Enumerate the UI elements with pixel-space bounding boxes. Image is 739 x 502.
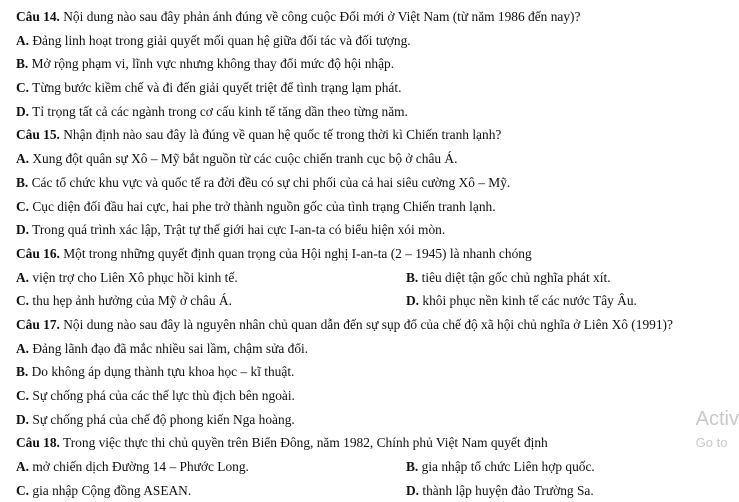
option-text: tiêu diệt tận gốc chủ nghĩa phát xít. xyxy=(418,269,611,285)
option-letter: D. xyxy=(406,482,420,498)
question-16-options-row-2 xyxy=(16,289,739,313)
option-letter: C. xyxy=(16,198,30,214)
question-17-option-a xyxy=(16,337,739,361)
option-text: Mở rộng phạm vi, lĩnh vực nhưng không thay đổi mức độ hội nhập. xyxy=(28,56,395,72)
question-18-option-d xyxy=(406,479,594,502)
question-number: Câu 16. xyxy=(16,245,60,261)
question-14-option-a xyxy=(16,29,739,53)
question-text: Trong việc thực thi chủ quyền trên Biển Đông, năm 1982, Chính phủ Việt Nam quyết định xyxy=(59,435,548,451)
watermark-line-2: Go to xyxy=(695,435,728,450)
option-text: Sự chống phá của các thế lực thù địch bên ngoài. xyxy=(29,388,295,403)
option-text: thành lập huyện đảo Trường Sa. xyxy=(419,482,594,498)
option-letter: A. xyxy=(16,340,30,356)
option-text: viện trợ cho Liên Xô phục hồi kinh tế. xyxy=(29,269,238,285)
option-text: Cục diện đối đầu hai cực, hai phe trở thành nguồn gốc của tình trạng Chiến tranh lạnh. xyxy=(29,198,496,214)
option-letter: A. xyxy=(16,32,30,48)
option-text: gia nhập Cộng đồng ASEAN. xyxy=(29,482,192,498)
option-letter: D. xyxy=(406,293,420,309)
question-15-option-a xyxy=(16,147,739,171)
option-letter: C. xyxy=(16,80,30,96)
question-16-option-b xyxy=(406,266,611,290)
option-letter: B. xyxy=(16,174,29,190)
question-number: Câu 14. xyxy=(16,9,60,24)
question-16-option-a xyxy=(16,266,406,290)
question-16-stem xyxy=(16,242,739,266)
windows-activation-watermark xyxy=(696,408,739,450)
question-16-options-row-1 xyxy=(16,266,739,290)
option-text: Từng bước kiềm chế và đi đến giải quyết triệt để tình trạng lạm phát. xyxy=(29,80,402,96)
option-text: Đảng linh hoạt trong giải quyết mối quan hệ giữa đối tác và đối tượng. xyxy=(29,32,411,48)
question-14-option-d xyxy=(16,100,739,124)
question-14-stem xyxy=(16,5,739,29)
question-14-option-c xyxy=(16,76,739,100)
question-18-stem xyxy=(16,431,739,455)
option-text: thu hẹp ảnh hưởng của Mỹ ở châu Á. xyxy=(29,293,232,309)
question-17-option-c xyxy=(16,384,739,408)
option-text: Trong quá trình xác lập, Trật tự thế giới hai cực I-an-ta có biểu hiện xói mòn. xyxy=(29,222,446,238)
question-number: Câu 17. xyxy=(16,316,60,332)
question-17-stem xyxy=(16,313,739,337)
option-letter: B. xyxy=(406,269,419,285)
question-17-option-d xyxy=(16,408,739,432)
question-15-option-d xyxy=(16,218,739,242)
question-text: Nội dung nào sau đây là nguyên nhân chủ quan dẫn đến sự sụp đổ của chế độ xã hội chủ nghĩa ở Liên Xô (1991)? xyxy=(59,316,673,332)
question-number: Câu 18. xyxy=(16,435,60,451)
question-text: Một trong những quyết định quan trọng của Hội nghị I-an-ta (2 – 1945) là nhanh chóng xyxy=(59,245,532,261)
option-letter: C. xyxy=(16,482,30,498)
question-number: Câu 15. xyxy=(16,127,60,143)
question-14-option-b xyxy=(16,52,739,76)
option-text: Tỉ trọng tất cả các ngành trong cơ cấu kinh tế tăng dần theo từng năm. xyxy=(29,103,408,119)
question-17-option-b xyxy=(16,360,739,384)
option-letter: B. xyxy=(406,459,419,475)
option-letter: D. xyxy=(16,411,30,427)
option-text: Xung đột quân sự Xô – Mỹ bắt nguồn từ các cuộc chiến tranh cục bộ ở châu Á. xyxy=(29,151,458,167)
option-text: khôi phục nền kinh tế các nước Tây Âu. xyxy=(419,293,637,309)
option-text: mở chiến dịch Đường 14 – Phước Long. xyxy=(29,459,249,475)
question-15-option-b xyxy=(16,171,739,195)
option-letter: B. xyxy=(16,364,29,380)
question-18-options-row-2 xyxy=(16,479,739,502)
option-text: Sự chống phá của chế độ phong kiến Nga hoàng. xyxy=(29,411,295,427)
option-text: Do không áp dụng thành tựu khoa học – kĩ thuật. xyxy=(28,364,295,380)
question-16-option-c xyxy=(16,289,406,313)
option-letter: A. xyxy=(16,459,30,475)
option-letter: C. xyxy=(16,293,30,309)
option-letter: A. xyxy=(16,269,30,285)
question-18-option-c xyxy=(16,479,406,502)
question-16-option-d xyxy=(406,289,637,313)
watermark-line-1: Activ xyxy=(695,408,739,430)
option-letter: C. xyxy=(16,388,30,403)
option-letter: D. xyxy=(16,103,30,119)
question-text: Nội dung nào sau đây phản ánh đúng về công cuộc Đổi mới ở Việt Nam (từ năm 1986 đến nay)? xyxy=(59,9,581,24)
option-letter: D. xyxy=(16,222,30,238)
question-text: Nhận định nào sau đây là đúng về quan hệ quốc tế trong thời kì Chiến tranh lạnh? xyxy=(59,127,502,143)
option-text: Các tổ chức khu vực và quốc tế ra đời đều có sự chi phối của cả hai siêu cường Xô – Mỹ. xyxy=(28,174,511,190)
option-text: gia nhập tổ chức Liên hợp quốc. xyxy=(418,459,595,475)
question-15-option-c xyxy=(16,195,739,219)
option-text: Đảng lãnh đạo đã mắc nhiều sai lầm, chậm sửa đổi. xyxy=(29,340,309,356)
option-letter: A. xyxy=(16,151,30,167)
question-15-stem xyxy=(16,123,739,147)
option-letter: B. xyxy=(16,56,29,72)
